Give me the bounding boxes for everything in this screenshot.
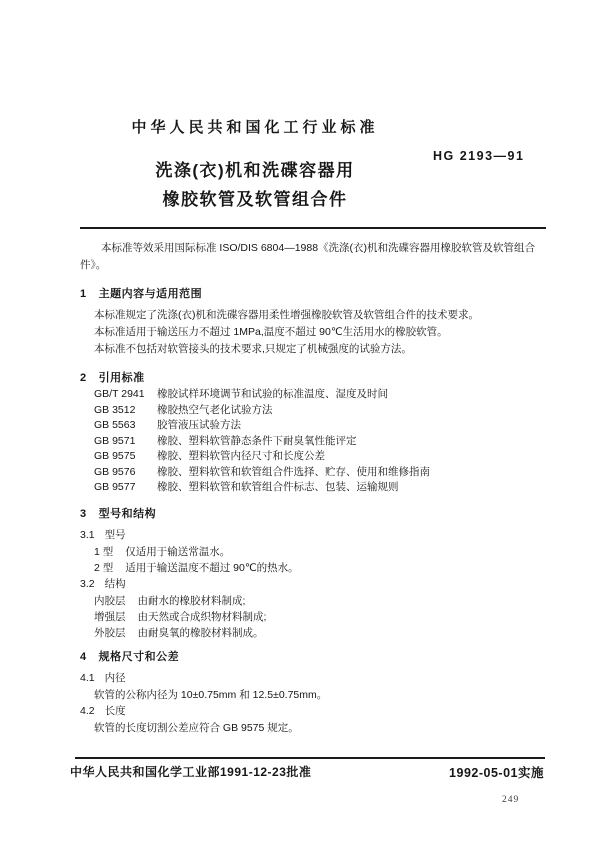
standard-authority-label: 中华人民共和国化工行业标准 [131, 119, 379, 136]
section-2-title: 引用标准 [98, 372, 145, 384]
reference-code: GB 5563 [94, 419, 136, 431]
foreword-paragraph: 本标准等效采用国际标准 ISO/DIS 6804—1988《洗涤(衣)机和洗碟容器用橡胶软管及软管组合件》。 [80, 242, 536, 271]
structure-item [80, 593, 546, 609]
section-4-heading [80, 649, 546, 666]
reference-item [80, 434, 546, 450]
reference-title: 橡胶热空气老化试验方法 [157, 403, 273, 416]
section-3-number: 3 [80, 507, 87, 520]
reference-item [80, 387, 546, 403]
reference-code: GB 9575 [94, 450, 136, 462]
reference-title: 橡胶试样环境调节和试验的标准温度、湿度及时间 [157, 388, 388, 400]
type-term: 2 型 [94, 561, 114, 574]
reference-item [80, 480, 546, 496]
reference-title: 胶管液压试验方法 [157, 419, 241, 431]
section-1-paragraph: 本标准适用于输送压力不超过 1MPa,温度不超过 90℃生活用水的橡胶软管。 [94, 326, 448, 338]
section-4-number: 4 [80, 650, 87, 663]
structure-item [80, 609, 546, 625]
subsection-4-1-heading [80, 670, 546, 687]
subsection-3-1-number: 3.1 [80, 528, 95, 541]
section-1-heading [80, 286, 546, 303]
approval-statement: 中华人民共和国化学工业部1991-12-23批准 [70, 765, 312, 779]
structure-term: 外胶层 [94, 626, 126, 639]
standard-code: HG 2193—91 [433, 149, 525, 163]
structure-term: 内胶层 [94, 594, 126, 607]
reference-item [80, 418, 546, 434]
section-1-paragraph: 本标准不包括对软管接头的技术要求,只规定了机械强度的试验方法。 [94, 343, 412, 355]
implementation-date: 1992-05-01实施 [449, 766, 544, 780]
subsection-4-1-paragraph: 软管的公称内径为 10±0.75mm 和 12.5±0.75mm。 [94, 688, 328, 701]
type-item [80, 544, 546, 560]
subsection-4-2-number: 4.2 [80, 704, 95, 717]
reference-code: GB 9571 [94, 434, 136, 447]
type-description: 适用于输送温度不超过 90℃的热水。 [125, 561, 299, 574]
page-number: 249 [502, 795, 520, 805]
subsection-3-2-heading [80, 576, 546, 593]
subsection-4-1-number: 4.1 [80, 671, 95, 684]
type-item [80, 560, 546, 576]
document-body [80, 240, 546, 736]
reference-item [80, 449, 546, 465]
subsection-3-1-title: 型号 [104, 528, 126, 541]
footer [70, 763, 544, 781]
subsection-3-2-title: 结构 [104, 577, 126, 590]
reference-title: 橡胶、塑料软管和软管组合件标志、包装、运输规则 [157, 481, 399, 493]
document-title-line2: 橡胶软管及软管组合件 [162, 190, 348, 209]
header-divider-rule [80, 227, 546, 229]
section-4-title: 规格尺寸和公差 [98, 650, 180, 663]
subsection-4-2-heading [80, 703, 546, 720]
reference-title: 橡胶、塑料软管静态条件下耐臭氧性能评定 [157, 434, 357, 447]
reference-code: GB 9576 [94, 465, 136, 478]
structure-item [80, 625, 546, 641]
section-2-heading [80, 370, 546, 387]
subsection-3-1-heading [80, 527, 546, 544]
section-1-title: 主题内容与适用范围 [98, 288, 203, 300]
subsection-4-2-title: 长度 [104, 704, 126, 717]
subsection-4-2-paragraph: 软管的长度切割公差应符合 GB 9575 规定。 [94, 721, 299, 734]
reference-title: 橡胶、塑料软管和软管组合件选择、贮存、使用和维修指南 [157, 465, 430, 478]
structure-term: 增强层 [94, 610, 126, 623]
section-1-paragraph: 本标准规定了洗涤(衣)机和洗碟容器用柔性增强橡胶软管及软管组合件的技术要求。 [94, 309, 479, 321]
structure-description: 由天然或合成织物材料制成; [137, 610, 267, 623]
section-3-title: 型号和结构 [98, 507, 157, 520]
type-term: 1 型 [94, 545, 114, 558]
structure-description: 由耐臭氧的橡胶材料制成。 [137, 626, 264, 639]
structure-description: 由耐水的橡胶材料制成; [137, 594, 246, 607]
type-description: 仅适用于输送常温水。 [125, 545, 231, 558]
subsection-4-1-title: 内径 [104, 671, 126, 684]
section-2-number: 2 [80, 372, 87, 384]
reference-item [80, 465, 546, 481]
reference-code: GB/T 2941 [94, 388, 145, 400]
reference-code: GB 9577 [94, 481, 136, 493]
reference-item [80, 403, 546, 419]
footer-divider-rule [75, 757, 545, 759]
section-3-heading [80, 506, 546, 523]
reference-title: 橡胶、塑料软管内径尺寸和长度公差 [157, 450, 325, 462]
reference-code: GB 3512 [94, 403, 136, 416]
section-1-number: 1 [80, 288, 87, 300]
subsection-3-2-number: 3.2 [80, 577, 95, 590]
document-title-line1: 洗涤(衣)机和洗碟容器用 [155, 161, 355, 180]
